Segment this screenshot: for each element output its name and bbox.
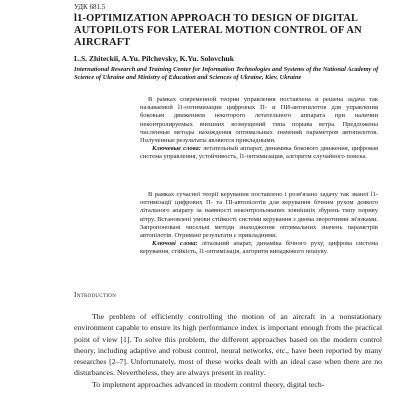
abstract-russian	[140, 96, 378, 162]
intro-paragraph: To implement approaches advanced in modern control theory, digital tech-	[92, 379, 325, 389]
author-list: L.S. Zhiteckii, A.Yu. Pilchevsky, K.Yu. Solovchuk	[74, 54, 235, 63]
keywords-russian	[140, 145, 378, 161]
keywords-ukrainian	[140, 240, 378, 256]
introduction-body	[74, 311, 382, 390]
abstract-ukrainian	[140, 191, 378, 257]
keywords-russian-label: Ключевые слова:	[152, 145, 201, 153]
author-affiliation: International Research and Training Center for Information Technologies and Systems of the National Academy of Science of Ukraine and Ministry of Education and Sciences of Ukraine, Kiev, Ukraine	[74, 66, 379, 81]
section-heading-introduction: Introduction	[74, 291, 117, 299]
abstract-ukrainian-text: В рамках сучасної теорії керування поставлено і розв'язано задачу так званої l1-оптимізації цифрових П- та ПІ-автопілотів для керування бічним рухом деякого літального апарату за наявності неконтрольованих зовнішніх збурень типу поривy вітру. Встановлені умови стійкості системи керування з двома зворотними зв'язками. Запропоновані чисельні методи знаходження оптимальних значень параметрів автопілотів. Отримані результати є прикладними.	[140, 191, 378, 240]
abstract-russian-text: В рамках современной теории управления поставлена и решена задача так называемой l1-оптимизации цифровых П- и ПИ-автопилотов для управления боковым движением некоторого летательного аппарата при наличии неконтролируемых внешних возмущений типа порыва ветра. Предложены численные методы нахождения оптимальных значений параметров автопилотов. Полученные результаты являются прикладными.	[140, 96, 378, 145]
keywords-russian-text: летательный аппарат, динамика бокового движения, цифровая система управления, устойчивость, l1-оптимизация, алгоритм случайного поиска.	[140, 145, 379, 161]
paper-title: l1-OPTIMIZATION APPROACH TO DESIGN OF DIGITAL AUTOPILOTS FOR LATERAL MOTION CONTROL OF AN AIRCRAFT	[74, 13, 362, 48]
keywords-ukrainian-text: літальний апарат, динаміка бічного руху, цифрова система керування, стійкість, l1-оптимізація, алгоритм випадкового пошуку.	[140, 240, 378, 256]
udc-code: УДК 681.5	[74, 3, 106, 11]
intro-paragraph: The problem of efficiently controlling the motion of an aircraft in a nonstationary environment capable to ensure its high performance index is important enough from the practical point of view [1]. To solve this problem, the different approaches based on the modern control theory, including adaptive and robust control, neural networks, etc., have been reported by many researches [2–7]. Unfortunately, most of these works dealt with an ideal case when there are no disturbances. Nevertheless, they are always present in reality.	[74, 312, 382, 378]
keywords-ukrainian-label: Ключові слова:	[152, 240, 198, 248]
